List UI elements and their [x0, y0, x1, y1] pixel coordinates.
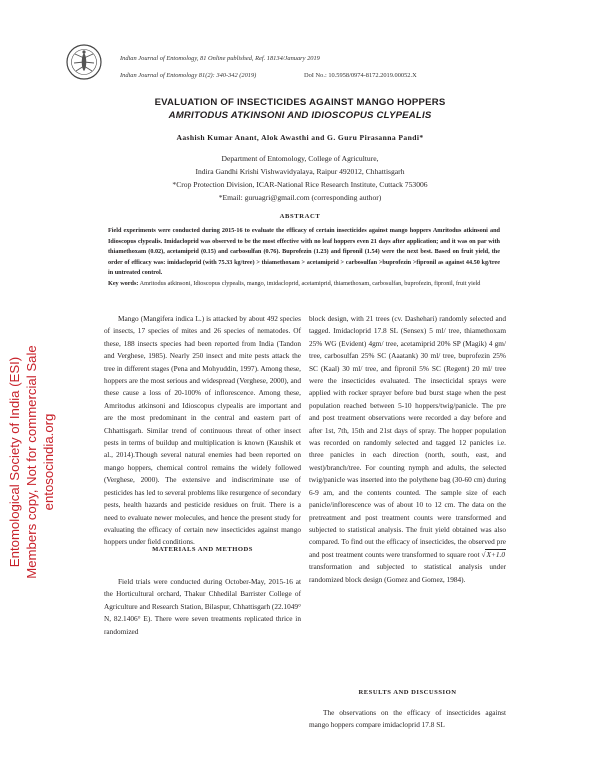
results-paragraph-column — [309, 707, 506, 732]
affiliation-line: Department of Entomology, College of Agriculture, — [221, 154, 379, 163]
copyright-watermark — [6, 252, 76, 672]
sqrt-expression: X+1.0 — [486, 549, 505, 559]
article-subtitle: AMRITODUS ATKINSONI AND IDIOSCOPUS CLYPEALIS — [168, 110, 432, 121]
affiliation-line: *Crop Protection Division, ICAR-National Rice Research Institute, Cuttack 753006 — [172, 180, 428, 189]
watermark-line: Members copy, Not for commercial Sale — [24, 345, 39, 579]
methods-continued-paragraph — [309, 313, 506, 586]
methods-continued-text: block design, with 21 trees (cv. Dashehari) randomly selected and tagged. Imidacloprid 17.8 SL (Sensex) 5 ml/ tree, thiamethoxam 25% WG (Evident) 4gm/ tree, acetamiprid 20% SP (Magik) 4 gm/ tree, carbosulfan 25% SC (Aaatank) 30 ml/ tree, buprofezin 25% SC (Kaal) 30 ml/ tree, and fipronil 5% SC (Regent) 20 ml/ tree were the insecticides evaluated. The insecticidal sprays were applied with rocker sprayer before bud burst stage when the pest population reached between 5-10 hoppers/twig/panicle. The pre and post treatment observations were recorded a day before and after 1st, 7th, 15th and 21st days of spray. The hopper population was recorded on randomly selected and tagged 12 panicles i.e. three panicles in each direction (north, south, east, and west)/branch/tree. For counting nymph and adults, the selected twig/panicle was inserted into the polythene bag (30-60 cm) during 6-9 am, and the contents counted. The sample size of each panicle/inflorescence was of about 10 to 12 cm. The data on the pretreatment and post treatment counts were transformed and subjected to statistical analysis. The fruit yield obtained was also compared. To find out the efficacy of insecticides, the observed pre and post treatment counts were transformed to square root — [309, 314, 506, 559]
abstract-text: Field experiments were conducted during 2015-16 to evaluate the efficacy of certain insecticides against mango hoppers Amritodus atkinsoni and Idioscopus clypealis. Imidacloprid was observed to be the most effective with no leaf hoppers even 21 days after application; and it was on par with thiamethoxam (0.02), acetamiprid (0.15) and carbosulfan (0.76). Buprofezin (1.23) and fipronil (1.54) were the next best. Based on fruit yield, the order of efficacy was: imidacloprid (with 75.33 kg/tree) > thiamethoxam > acetamiprid > carbosulfan >buprofezin >fipronil as against 44.50 kg/tree in untreated control. — [108, 227, 500, 277]
results-heading: RESULTS AND DISCUSSION — [358, 689, 457, 696]
online-publication-line: Indian Journal of Entomology, 81 Online published, Ref. 18134/January 2019 — [120, 55, 320, 62]
intro-paragraph: Mango (Mangifera indica L.) is attacked by about 492 species of insects, 17 species of mites and 26 species of nematodes. Of these, 188 insects species had been reported from India (Tandon and Verghese, 1985). Nearly 250 insect and mite pests attack the tree in different stages (Pena and Mohyuddin, 1997). Among these, hoppers are the most serious and widespread (Verghese, 2000), and these cause a loss of 20-100% of inflorescence. Among these, Amritodus atkinsoni and Idioscopus clypealis are important and are the most predominant in the central and eastern part of Chhattisgarh. Similar trend of continuous threat of other insect pests in terms of buildup and multiplication is known (Kaushik et al., 2014).Though several natural enemies had been reported on mango hoppers, chemical control remains the widely followed (Verghese, 2000). The extensive and indiscriminate use of pesticides has led to several problems like resurgence of secondary pests, health hazards and pesticide residues on fruit. There is a need to evaluate newer molecules, and hence the present study for evaluating the efficacy of certain new insecticides against mango hoppers under field conditions. — [104, 314, 301, 547]
journal-citation: Indian Journal of Entomology 81(2): 340-342 (2019) — [120, 72, 257, 79]
methods-heading: MATERIALS AND METHODS — [152, 546, 253, 553]
author-list: Aashish Kumar Anant, Alok Awasthi and G. Guru Pirasanna Pandi* — [176, 133, 424, 142]
journal-logo-icon — [66, 44, 102, 80]
sqrt-symbol: √ — [481, 549, 486, 559]
affiliation-line: Indira Gandhi Krishi Vishwavidyalaya, Raipur 492012, Chhattisgarh — [195, 167, 405, 176]
keywords-block — [108, 279, 500, 290]
intro-paragraph-column — [104, 313, 301, 549]
methods-continued-tail: transformation and subjected to statistical analysis under randomized block design (Gomez and Gomez, 1984). — [309, 562, 506, 584]
methods-paragraph-column — [104, 576, 301, 638]
keywords-label: Key words: — [108, 280, 139, 287]
watermark-link: entosocindia.org — [41, 413, 56, 511]
doi-number: DoI No.: 10.5958/0974-8172.2019.00052.X — [304, 72, 417, 79]
methods-paragraph: Field trials were conducted during October-May, 2015-16 at the Horticultural orchard, Thakur Chhedilal Barrister College of Agriculture and Research Station, Bilaspur, Chhattisgarh (22.1049° N, 82.1406° E). There were seven treatments replicated thrice in randomized — [104, 577, 301, 636]
abstract-heading: ABSTRACT — [279, 213, 321, 220]
watermark-line: Entomological Society of India (ESI) — [7, 356, 22, 568]
methods-continued-column — [309, 313, 506, 586]
keywords-list: Amritodus atkinsoni, Idioscopus clypealis, mango, imidacloprid, acetamiprid, thiamethoxam, carbosulfan, buprofezin, fipronil, fruit yield — [139, 280, 481, 287]
corresponding-email: *Email: guruagri@gmail.com (corresponding author) — [218, 193, 382, 202]
results-paragraph: The observations on the efficacy of insecticides against mango hoppers compare imidacloprid 17.8 SL — [309, 708, 506, 730]
article-title: EVALUATION OF INSECTICIDES AGAINST MANGO HOPPERS — [154, 97, 446, 108]
